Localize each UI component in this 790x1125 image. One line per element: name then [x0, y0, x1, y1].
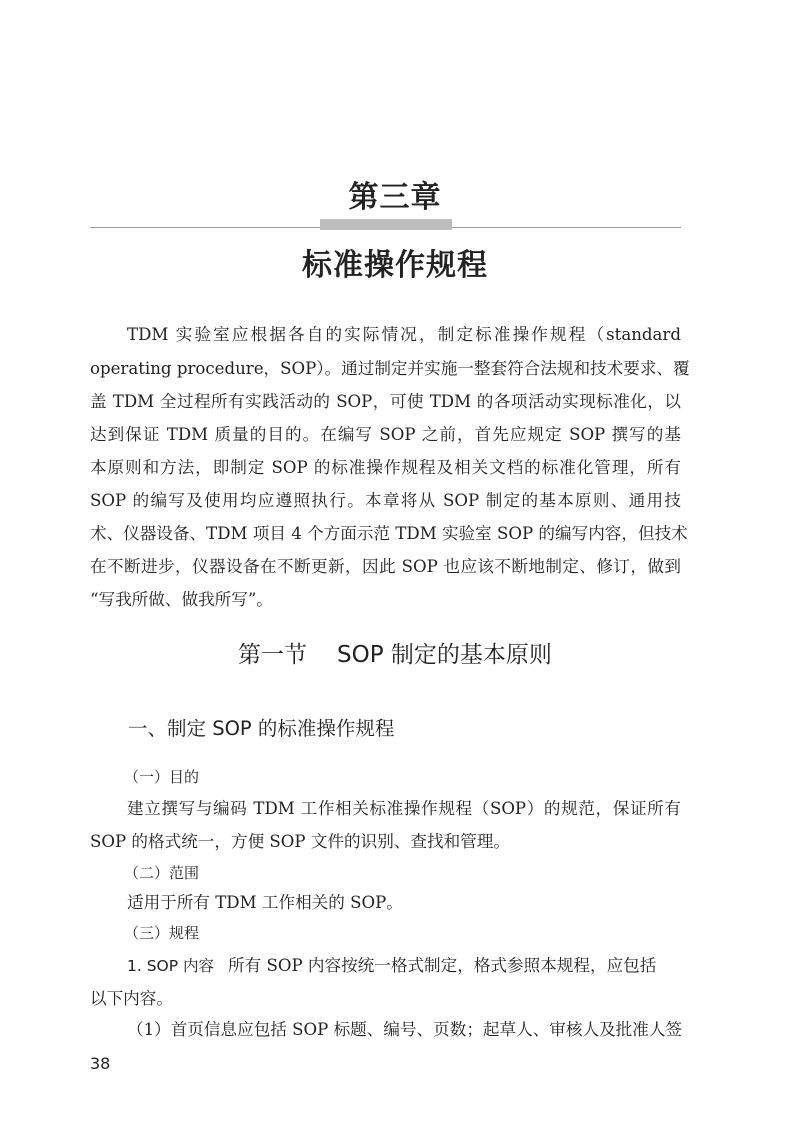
purpose-line-2: SOP 的格式统一，方便 SOP 文件的识别、查找和管理。 [90, 832, 510, 851]
intro-line-4: 达到保证 TDM 质量的目的。在编写 SOP 之前，首先应规定 SOP 撰写的基 [90, 425, 681, 444]
section-title [0, 640, 790, 670]
subsection-title: 一、制定 SOP 的标准操作规程 [128, 717, 395, 740]
procedure-item-text: 所有 SOP 内容按统一格式制定，格式参照本规程，应包括 [228, 956, 657, 975]
intro-line-1: TDM 实验室应根据各自的实际情况，制定标准操作规程（standard [127, 325, 681, 344]
procedure-heading: （三）规程 [124, 924, 200, 942]
intro-line-7: 术、仪器设备、TDM 项目 4 个方面示范 TDM 实验室 SOP 的编写内容，但技术 [90, 524, 688, 543]
intro-line-6: SOP 的编写及使用均应遵照执行。本章将从 SOP 制定的基本原则、通用技 [90, 491, 681, 510]
scope-line-1: 适用于所有 TDM 工作相关的 SOP。 [127, 893, 403, 912]
intro-line-2: operating procedure，SOP）。通过制定并实施一整套符合法规和技术要求、覆 [90, 359, 690, 378]
procedure-item-1 [127, 956, 681, 976]
intro-line-8: 在不断进步，仪器设备在不断更新，因此 SOP 也应该不断地制定、修订，做到 [90, 557, 681, 576]
chapter-label: 第三章 [348, 180, 442, 215]
purpose-heading: （一）目的 [124, 768, 200, 786]
page-number: 38 [90, 1054, 111, 1073]
intro-line-5: 本原则和方法，即制定 SOP 的标准操作规程及相关文档的标准化管理，所有 [90, 458, 681, 477]
purpose-line-1: 建立撰写与编码 TDM 工作相关标准操作规程（SOP）的规范，保证所有 [127, 799, 681, 818]
chapter-title: 标准操作规程 [302, 248, 488, 283]
intro-line-3: 盖 TDM 全过程所有实践活动的 SOP，可使 TDM 的各项活动实现标准化，以 [90, 392, 681, 411]
chapter-bar [320, 219, 452, 230]
intro-line-9: “写我所做、做我所写”。 [90, 590, 273, 609]
section-name: SOP 制定的基本原则 [337, 642, 552, 668]
scope-heading: （二）范围 [124, 864, 200, 882]
section-number: 第一节 [238, 642, 308, 668]
procedure-item-cont: 以下内容。 [90, 989, 173, 1008]
procedure-sub-item-1: （1）首页信息应包括 SOP 标题、编号、页数；起草人、审核人及批准人签 [127, 1020, 683, 1039]
procedure-item-label: 1. SOP 内容 [127, 957, 215, 975]
